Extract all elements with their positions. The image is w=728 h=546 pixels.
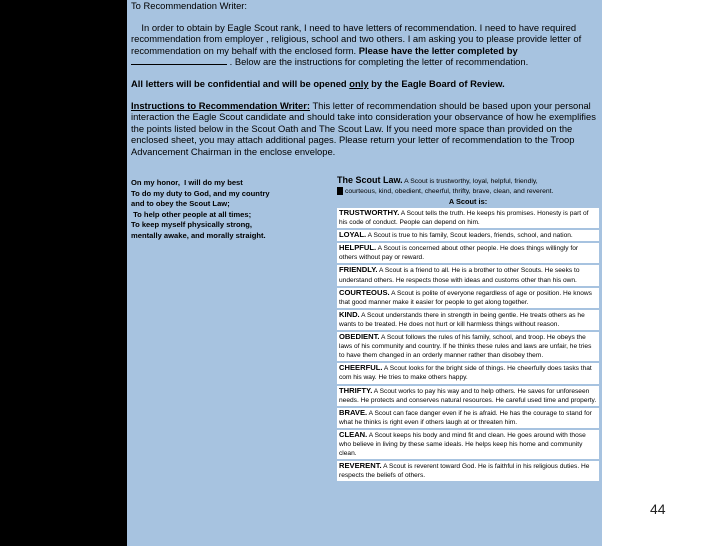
- law-point-brave: BRAVE. A Scout can face danger even if he is afraid. He has the courage to stand for what he thinks is right even if others laugh at or threaten him.: [337, 408, 599, 428]
- law-point-kind: KIND. A Scout understands there in strength in being gentle. He treats others as he wants to be treated. He does not hurt or kill harmless things without reason.: [337, 310, 599, 330]
- scout-law: [337, 175, 599, 481]
- instructions-paragraph: Instructions to Recommendation Writer: This letter of recommendation should be based upon your personal interaction the Eagle Scout candidate and should take into consideration your observance of how he exemplifies the points listed below in the Scout Oath and The Scout Law. If you need more space than provided on the enclosed sheet, you may attach additional pages. Please return your letter of recommendation to the Troop Advancement Chairman in the enclose envelope.: [131, 99, 596, 157]
- oath-line: mentally awake, and morally straight.: [131, 230, 266, 240]
- oath-line: To keep myself physically strong,: [131, 220, 252, 229]
- oath-line: On my honor, I will do my best: [131, 178, 243, 187]
- oath-line: To help other people at all times;: [131, 209, 252, 219]
- law-point-trustworthy: TRUSTWORTHY. A Scout tells the truth. He keeps his promises. Honesty is part of his code of conduct. People can depend on him.: [337, 208, 599, 228]
- law-point-cheerful: CHEERFUL. A Scout looks for the bright side of things. He cheerfully does tasks that com his way. He tries to make others happy.: [337, 363, 599, 383]
- law-point-loyal: LOYAL. A Scout is true to his family, Scout leaders, friends, school, and nation.: [337, 230, 599, 241]
- law-point-obedient: OBEDIENT. A Scout follows the rules of his family, school, and troop. He obeys the laws of his community and country. If he thinks these rules and laws are unfair, he tries to have them changed in an orderly manner rather than disobey them.: [337, 332, 599, 361]
- law-subheading: A Scout is:: [448, 197, 488, 206]
- deadline-label: Please have the letter completed by: [358, 44, 518, 56]
- bullet-marker: [337, 187, 343, 195]
- law-point-reverent: REVERENT. A Scout is reverent toward God. He is faithful in his religious duties. He respects the beliefs of others.: [337, 461, 599, 481]
- intro-section: [131, 0, 601, 158]
- slide-number-area: [602, 0, 728, 546]
- deadline-blank: [131, 56, 227, 65]
- law-point-courteous: COURTEOUS. A Scout is polite of everyone regardless of age or position. He knows that good manner make it easier for people to get along together.: [337, 288, 599, 308]
- scout-oath: [131, 178, 331, 241]
- oath-line: To do my duty to God, and my country: [131, 188, 270, 198]
- instructions-heading: Instructions to Recommendation Writer:: [131, 99, 311, 111]
- law-intro: The Scout Law. A Scout is trustworthy, loyal, helpful, friendly, courteous, kind, obedient, cheerful, thrifty, brave, clean, and reverent.: [337, 175, 554, 195]
- law-title: The Scout Law.: [337, 175, 403, 185]
- request-paragraph: In order to obtain by Eagle Scout rank, I need to have letters of recommendation. I need to have required recommendation from employer , religious, school and two others. I am asking you to please provide letter of recommendation on my behalf with the enclosed form. Please have the letter completed by . Below are the instructions for completing the letter of recommendation.: [131, 21, 582, 68]
- law-point-thrifty: THRIFTY. A Scout works to pay his way and to help others. He saves for unforeseen needs. He protects and conserves natural resources. He careful used time and property.: [337, 386, 599, 406]
- confidentiality-note: All letters will be confidential and will be opened only by the Eagle Board of Review.: [131, 77, 505, 89]
- law-point-clean: CLEAN. A Scout keeps his body and mind fit and clean. He goes around with those who believe in living by these same ideals. He helps keep his home and community clean.: [337, 430, 599, 459]
- document-page: [127, 0, 602, 546]
- law-point-friendly: FRIENDLY. A Scout is a friend to all. He is a brother to other Scouts. He seeks to understand others. He respects those with ideas and customs other than his own.: [337, 265, 599, 285]
- oath-line: and to obey the Scout Law;: [131, 199, 230, 208]
- slide-number: 44: [650, 501, 666, 517]
- salutation: To Recommendation Writer:: [131, 0, 248, 11]
- law-point-helpful: HELPFUL. A Scout is concerned about other people. He does things willingly for others without pay or reward.: [337, 243, 599, 263]
